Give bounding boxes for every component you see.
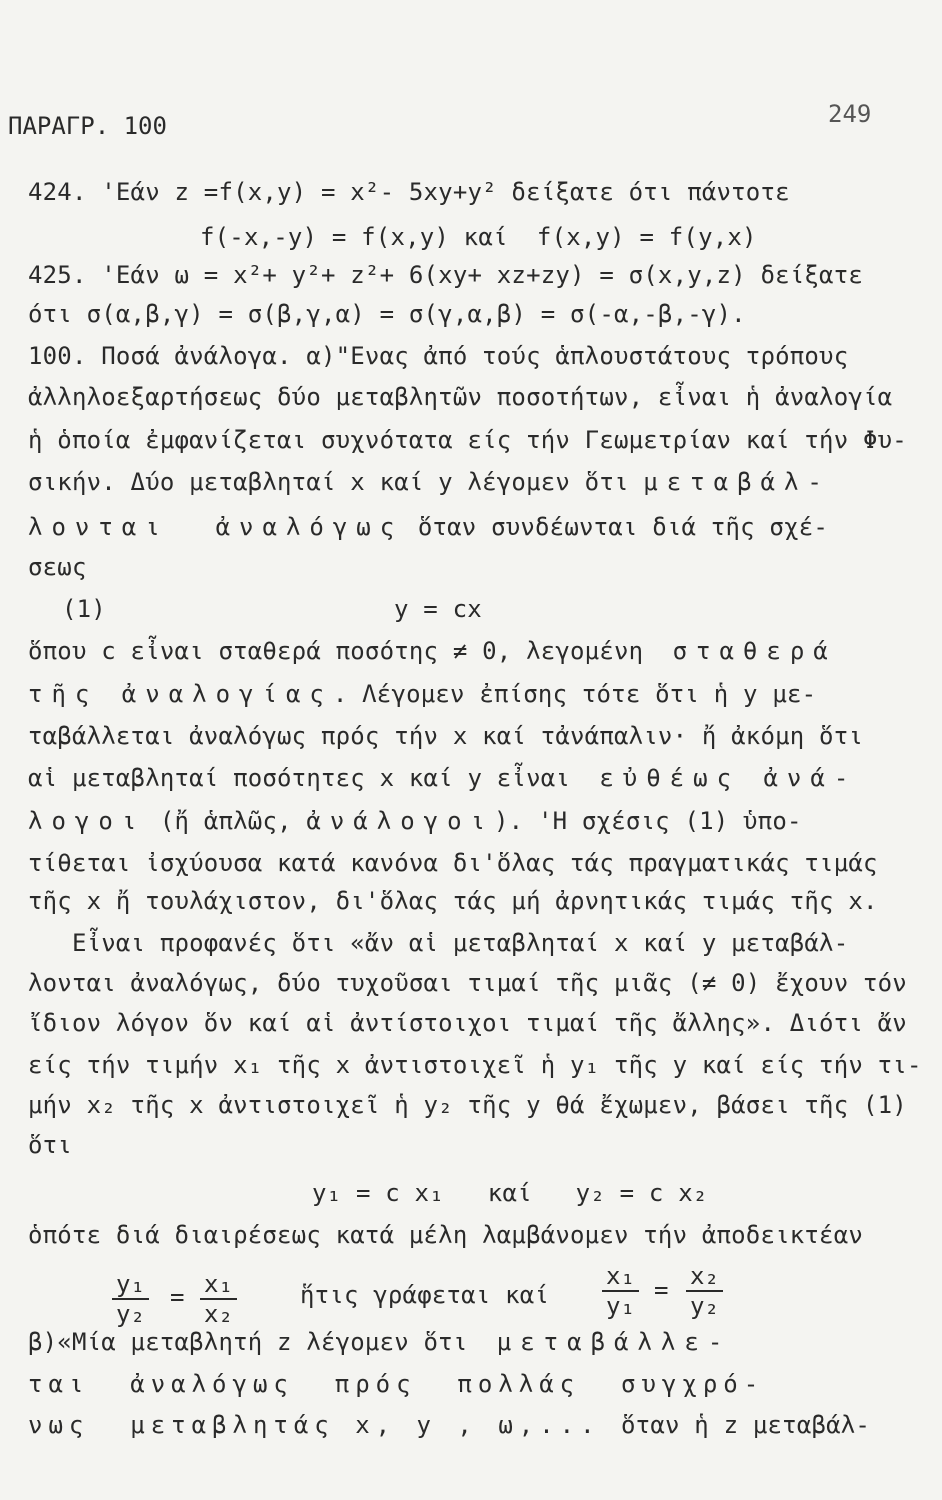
text-span: ὅταν ἡ z μεταβάλ-: [621, 1411, 871, 1439]
text-line: [28, 806, 904, 836]
equation-y-cx: y = cx: [394, 595, 482, 623]
equation-y1-y2: y₁ = c x₁ καί y₂ = c x₂: [312, 1179, 708, 1207]
text-line: ὅτι: [28, 1131, 72, 1159]
text-line: σεως: [28, 553, 87, 581]
spaced-term: τῆς ἀναλογίας: [28, 680, 333, 708]
fraction-numerator: y₁: [112, 1270, 149, 1300]
fraction-denominator: y₂: [116, 1300, 145, 1328]
text-line: μήν x₂ τῆς x ἀντιστοιχεῖ ἡ y₂ τῆς y θά ἔχωμεν, βάσει τῆς (1): [28, 1091, 907, 1119]
text-line: ἴδιον λόγον ὅν καί αἱ ἀντίστοιχοι τιμαί τῆς ἄλλης». Διότι ἄν: [28, 1009, 907, 1037]
spaced-term: ἀνάλογοι: [306, 807, 494, 835]
text-line: ἀλληλοεξαρτήσεως δύο μεταβλητῶν ποσοτήτων, εἶναι ἡ ἀναλογία: [28, 383, 893, 411]
exercise-424-formula: f(-x,-y) = f(x,y) καί f(x,y) = f(y,x): [200, 223, 757, 251]
text-line: [28, 1327, 904, 1357]
text-span: σικήν. Δύο μεταβληταί x καί y λέγομεν ὅτι: [28, 468, 644, 496]
text-line: ταβάλλεται ἀναλόγως πρός τήν x καί τἀνάπαλιν· ἤ ἀκόμη ὅτι: [28, 722, 864, 750]
fraction-denominator: y₁: [606, 1292, 635, 1320]
fraction-denominator: x₂: [204, 1300, 233, 1328]
page-number: 249: [828, 100, 872, 128]
fraction-numerator: x₁: [200, 1270, 237, 1300]
exercise-425-formula: ότι σ(α,β,γ) = σ(β,γ,α) = σ(γ,α,β) = σ(-α,-β,-γ).: [28, 300, 746, 328]
exercise-425: 425. 'Εάν ω = x²+ y²+ z²+ 6(xy+ xz+zy) = σ(x,y,z) δείξατε: [28, 261, 864, 289]
text-line: λονται ἀναλόγως, δύο τυχοῦσαι τιμαί τῆς μιᾶς (≠ 0) ἔχουν τόν: [28, 969, 907, 997]
exercise-424: 424. 'Εάν z =f(x,y) = x²- 5xy+y² δείξατε ότι πάντοτε: [28, 178, 790, 206]
text-line: Εἶναι προφανές ὅτι «ἄν αἱ μεταβληταί x καί y μεταβάλ-: [28, 929, 849, 957]
spaced-term: νως μεταβλητάς x, y , ω,...: [28, 1411, 622, 1439]
text-line: [28, 512, 904, 542]
equals-sign: =: [170, 1283, 185, 1311]
fraction-x2-y2: [686, 1262, 723, 1320]
fraction-denominator: y₂: [690, 1292, 719, 1320]
spaced-term: λογοι: [28, 807, 146, 835]
text-line: ἡ ὁποία ἐμφανίζεται συχνότατα είς τήν Γεωμετρίαν καί τήν Φυ-: [28, 426, 907, 454]
text-span: (ἤ ἁπλῶς,: [145, 807, 307, 835]
text-line: τῆς x ἤ τουλάχιστον, δι'ὅλας τάς μή ἀρνητικάς τιμάς τῆς x.: [28, 887, 878, 915]
equals-sign: =: [654, 1276, 669, 1304]
text-line: ἥτις γράφεται καί: [300, 1281, 550, 1309]
text-line: [28, 763, 904, 793]
text-line: [28, 636, 904, 666]
text-span: ). 'Η σχέσις (1) ὑπο-: [494, 807, 802, 835]
spaced-term: σταθερά: [672, 637, 837, 665]
section-header: ΠΑΡΑΓΡ. 100: [8, 112, 167, 140]
text-line: τίθεται ἰσχύουσα κατά κανόνα δι'ὅλας τάς πραγματικάς τιμάς: [28, 849, 878, 877]
equation-number: (1): [62, 595, 106, 623]
fraction-y1-y2: [112, 1270, 149, 1328]
section-100-title: 100. Ποσά ἀνάλογα. α)"Ενας ἀπό τούς ἁπλουστάτους τρόπους: [28, 342, 849, 370]
text-line: ὁπότε διά διαιρέσεως κατά μέλη λαμβάνομεν τήν ἀποδεικτέαν: [28, 1221, 864, 1249]
text-line: [28, 467, 904, 497]
text-span: β)«Μία μεταβλητή z λέγομεν ὅτι: [28, 1328, 497, 1356]
spaced-term: λονται ἀναλόγως: [28, 513, 404, 541]
text-line: [28, 679, 904, 709]
fraction-numerator: x₂: [686, 1262, 723, 1292]
fraction-x1-y1: [602, 1262, 639, 1320]
spaced-term: μεταβάλ-: [643, 468, 831, 496]
fraction-x1-x2: [200, 1270, 237, 1328]
text-span: αἱ μεταβληταί ποσότητες x καί y εἶναι: [28, 764, 600, 792]
text-span: . Λέγομεν ἐπίσης τότε ὅτι ἡ y με-: [332, 680, 817, 708]
text-line: [28, 1410, 904, 1440]
text-line: ται ἀναλόγως πρός πολλάς συγχρό-: [28, 1370, 765, 1398]
fraction-numerator: x₁: [602, 1262, 639, 1292]
text-span: ὅταν συνδέωνται διά τῆς σχέ-: [403, 513, 829, 541]
text-span: ὅπου c εἶναι σταθερά ποσότης ≠ 0, λεγομένη: [28, 637, 673, 665]
spaced-term: μεταβάλλε-: [496, 1328, 732, 1356]
spaced-term: εὐθέως ἀνά-: [599, 764, 858, 792]
text-line: είς τήν τιμήν x₁ τῆς x ἀντιστοιχεῖ ἡ y₁ τῆς y καί είς τήν τι-: [28, 1051, 922, 1079]
